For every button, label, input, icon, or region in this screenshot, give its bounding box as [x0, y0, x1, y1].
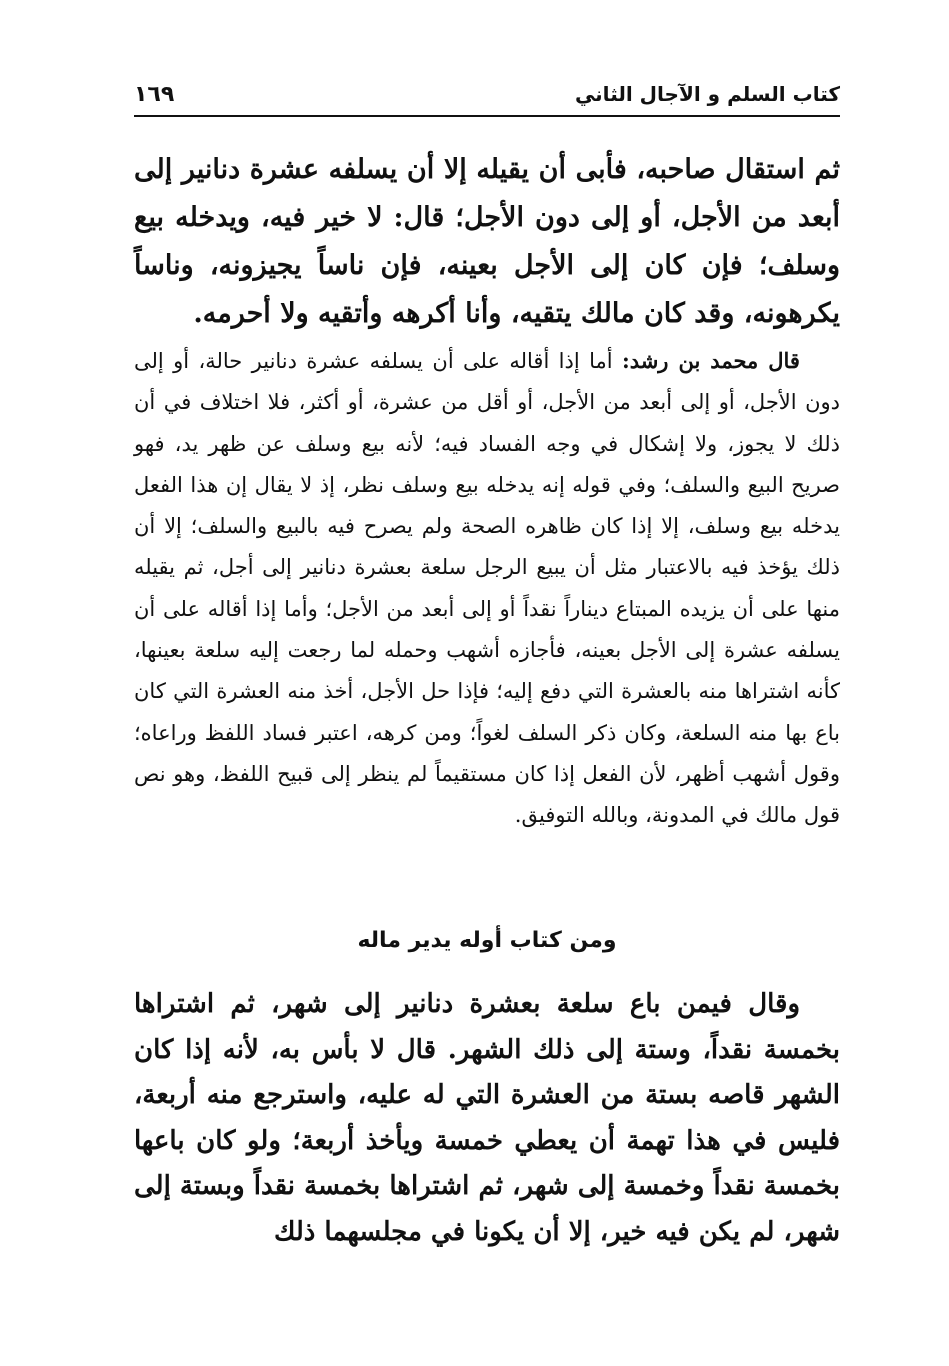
commentary-text: أما إذا أقاله على أن يسلفه عشرة دنانير حالة، أو إلى دون الأجل، أو إلى أبعد من الأجل، أو أقل من عشرة، أو أكثر، فلا اختلاف في أن ذلك لا يجوز، ولا إشكال في وجه الفساد فيه؛ لأنه بيع وسلف عن ظهر يد، فهو صريح البيع والسلف؛ وفي قوله إنه يدخله بيع وسلف نظر، إذ لا يقال إن هذا الفعل يدخله بيع وسلف، إلا إذا كان ظاهره الصحة ولم يصرح فيه بالبيع والسلف؛ إلا أن ذلك يؤخذ فيه بالاعتبار مثل أن يبيع الرجل سلعة بعشرة دنانير إلى أجل، ثم يقيله منها على أن يزيده المبتاع ديناراً نقداً أو إلى أبعد من الأجل؛ وأما إذا أقاله على أن يسلفه عشرة إلى الأجل بعينه، فأجازه أشهب وحمله لما رجعت إليه سلعة بعينها، كأنه اشتراها منه بالعشرة التي دفع إليه؛ فإذا حل الأجل، أخذ منه العشرة التي كان باع بها منه السلعة، وكان ذكر السلف لغواً؛ ومن كرهه، اعتبر فساد اللفظ وراعاه؛ وقول أشهب أظهر، لأن الفعل إذا كان مستقيماً لم ينظر إلى قبيح اللفظ، وهو نص قول مالك في المدونة، وبالله التوفيق.	[134, 349, 840, 828]
intro-text: ثم استقال صاحبه، فأبى أن يقيله إلا أن يسلفه عشرة دنانير إلى أبعد من الأجل، أو إلى دون الأجل؛ قال: لا خير فيه، ويدخله بيع وسلف؛ فإن كان إلى الأجل بعينه، فإن ناساً يجيزونه، وناساً يكرهونه، وقد كان مالك يتقيه، وأنا أكرهه وأتقيه ولا أحرمه.	[134, 154, 840, 329]
section-heading: ومن كتاب أوله يدير ماله	[357, 928, 617, 953]
closing-paragraph	[134, 982, 840, 1255]
page-header	[134, 82, 840, 118]
intro-paragraph	[134, 146, 840, 338]
running-title: كتاب السلم و الآجال الثاني	[574, 82, 840, 106]
commentary-body	[134, 340, 840, 837]
commentary-speaker: قال محمد بن رشد:	[621, 348, 800, 373]
page-number: ١٦٩	[134, 82, 175, 107]
closing-text: وقال فيمن باع سلعة بعشرة دنانير إلى شهر، ثم اشتراها بخمسة نقداً، وستة إلى ذلك الشهر. قال لا بأس به، لأنه إذا كان الشهر قاصه بستة من العشرة التي له عليه، واسترجع منه أربعة، فليس في هذا تهمة أن يعطي خمسة ويأخذ أربعة؛ ولو كان باعها بخمسة نقداً وخمسة إلى شهر، ثم اشتراها بخمسة نقداً وبستة إلى شهر، لم يكن فيه خير، إلا أن يكونا في مجلسهما ذلك	[134, 989, 840, 1247]
commentary-paragraph	[134, 340, 840, 837]
header-rule	[134, 115, 840, 117]
closing-body	[134, 982, 840, 1255]
